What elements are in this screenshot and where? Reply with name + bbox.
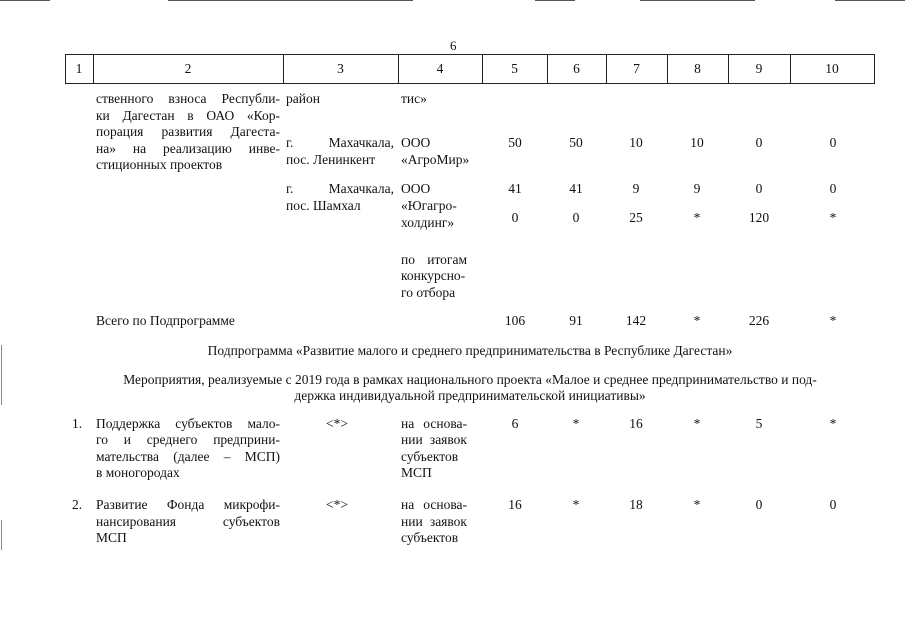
page-number: 6 xyxy=(450,38,457,53)
subprogram-title: Подпрограмма «Развитие малого и среднего предпринимательства в Республике Дагестан» xyxy=(207,343,733,358)
measures-title-line-1: Мероприятия, реализуемые с 2019 года в рамках национального проекта «Малое и среднее предпринимательство и под- xyxy=(123,372,817,387)
scan-edge-line xyxy=(535,0,575,1)
header-col-4: 4 xyxy=(436,61,444,76)
header-col-2: 2 xyxy=(184,61,192,76)
header-col-1: 1 xyxy=(75,61,83,76)
measures-title-line-2: держка индивидуальной предпринимательской инициативы» xyxy=(294,388,646,403)
block1-col3-top: район xyxy=(286,91,320,106)
scan-edge-mark xyxy=(1,520,2,550)
scan-edge-line xyxy=(835,0,905,1)
header-col-10: 10 xyxy=(825,61,839,76)
header-col-7: 7 xyxy=(633,61,640,76)
scan-edge-mark xyxy=(1,345,2,405)
header-col-8: 8 xyxy=(694,61,701,76)
scan-edge-line xyxy=(0,0,50,1)
table-header xyxy=(65,54,875,84)
header-col-6: 6 xyxy=(573,61,580,76)
header-col-5: 5 xyxy=(511,61,518,76)
block1-col4-top: тис» xyxy=(401,91,427,106)
header-col-3: 3 xyxy=(337,61,344,76)
scan-edge-line xyxy=(168,0,413,1)
total-label: Всего по Подпрограмме xyxy=(96,313,235,328)
scan-edge-line xyxy=(640,0,755,1)
header-col-9: 9 xyxy=(755,61,763,76)
